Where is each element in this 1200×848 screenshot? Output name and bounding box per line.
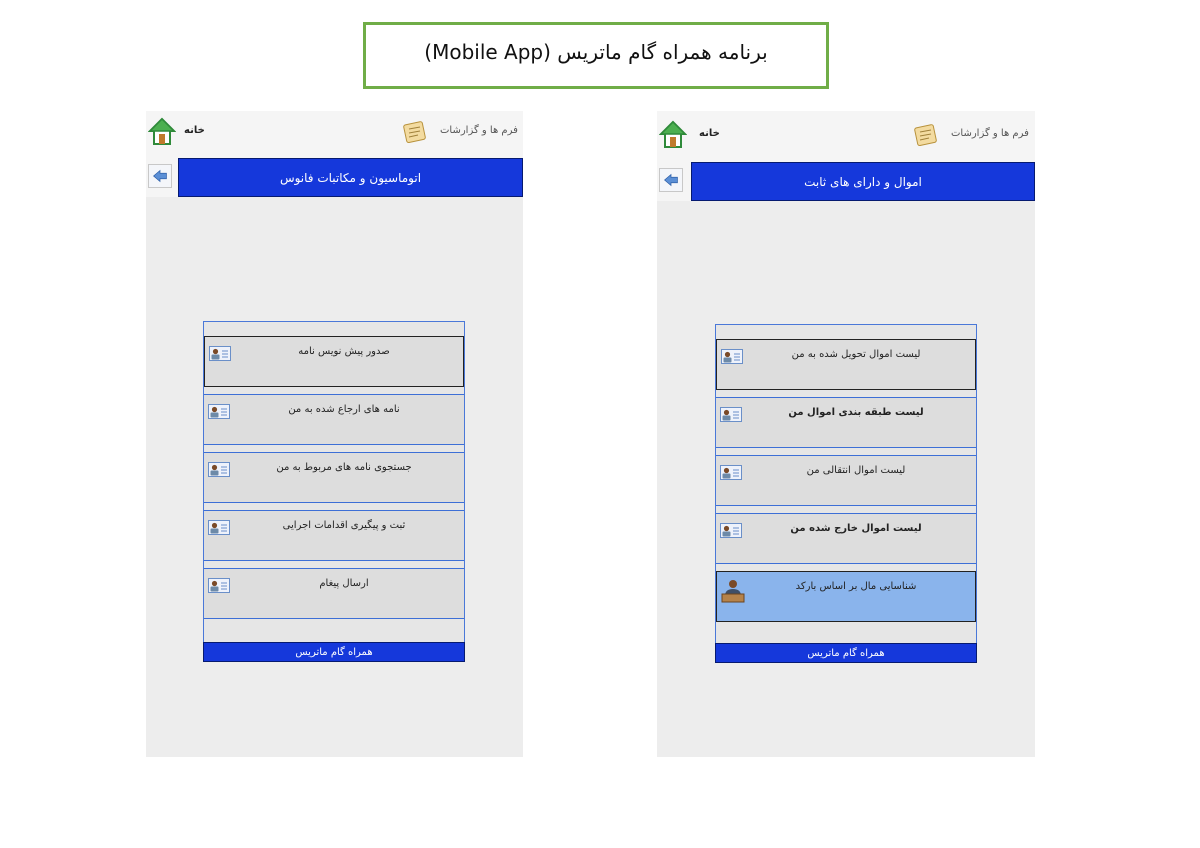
contact-card-icon	[208, 462, 230, 477]
section-title: اموال و دارای های ثابت	[804, 174, 922, 189]
contact-card-icon	[209, 346, 231, 361]
home-label[interactable]: خانه	[184, 125, 205, 136]
forms-reports-link[interactable]: فرم ها و گزارشات	[440, 125, 518, 136]
header-strip	[146, 155, 523, 197]
menu-item-delivered-assets[interactable]	[716, 339, 976, 390]
contact-card-icon	[208, 404, 230, 419]
contact-card-icon	[720, 465, 742, 480]
section-title: اتوماسیون و مکاتبات فانوس	[279, 170, 422, 185]
contact-card-icon	[721, 349, 743, 364]
forms-icon[interactable]	[913, 122, 939, 148]
header-strip	[657, 159, 1035, 201]
forms-reports-link[interactable]: فرم ها و گزارشات	[951, 128, 1029, 139]
footer-bar	[203, 642, 465, 662]
home-label[interactable]: خانه	[699, 128, 720, 139]
contact-card-icon	[208, 578, 230, 593]
menu-item-barcode-identify[interactable]	[716, 571, 976, 622]
menu-item-executive-actions[interactable]	[204, 510, 464, 561]
contact-card-icon	[208, 520, 230, 535]
top-bar	[657, 111, 1035, 159]
page-title-box	[363, 22, 829, 89]
menu-item-label: لیست اموال انتقالی من	[806, 465, 906, 476]
menu-item-label: صدور پیش نویس نامه	[298, 346, 390, 357]
footer-label: همراه گام ماتریس	[295, 646, 373, 658]
home-icon[interactable]	[659, 120, 687, 150]
menu-item-label: ارسال پیغام	[319, 578, 369, 589]
back-arrow-icon[interactable]	[148, 164, 172, 188]
contact-card-icon	[720, 523, 742, 538]
left-phone-screen	[146, 111, 523, 757]
footer-label: همراه گام ماتریس	[807, 647, 885, 659]
top-bar	[146, 111, 523, 155]
forms-icon[interactable]	[402, 119, 428, 145]
menu-list	[203, 321, 465, 662]
right-phone-screen	[657, 111, 1035, 757]
menu-item-label: ثبت و پیگیری اقدامات اجرایی	[282, 520, 406, 531]
back-arrow-icon[interactable]	[659, 168, 683, 192]
menu-item-label: جستجوی نامه های مربوط به من	[276, 462, 412, 473]
menu-item-transferred-assets[interactable]	[716, 455, 976, 506]
menu-item-label: شناسایی مال بر اساس بارکد	[795, 581, 917, 592]
contact-card-icon	[720, 407, 742, 422]
menu-item-draft-letter[interactable]	[204, 336, 464, 387]
section-header	[691, 162, 1035, 201]
menu-item-search-letters[interactable]	[204, 452, 464, 503]
footer-bar	[715, 643, 977, 663]
menu-item-label: نامه های ارجاع شده به من	[288, 404, 400, 415]
section-header	[178, 158, 523, 197]
menu-item-label: لیست اموال تحویل شده به من	[791, 349, 921, 360]
menu-item-asset-classification[interactable]	[716, 397, 976, 448]
page-title: برنامه همراه گام ماتریس (Mobile App)	[424, 39, 768, 64]
menu-item-label: لیست طبقه بندی اموال من	[788, 407, 924, 418]
menu-list	[715, 324, 977, 663]
person-at-desk-icon	[720, 578, 746, 604]
menu-item-send-message[interactable]	[204, 568, 464, 619]
home-icon[interactable]	[148, 117, 176, 147]
menu-item-referred-letters[interactable]	[204, 394, 464, 445]
menu-item-label: لیست اموال خارج شده من	[790, 523, 922, 534]
menu-item-removed-assets[interactable]	[716, 513, 976, 564]
